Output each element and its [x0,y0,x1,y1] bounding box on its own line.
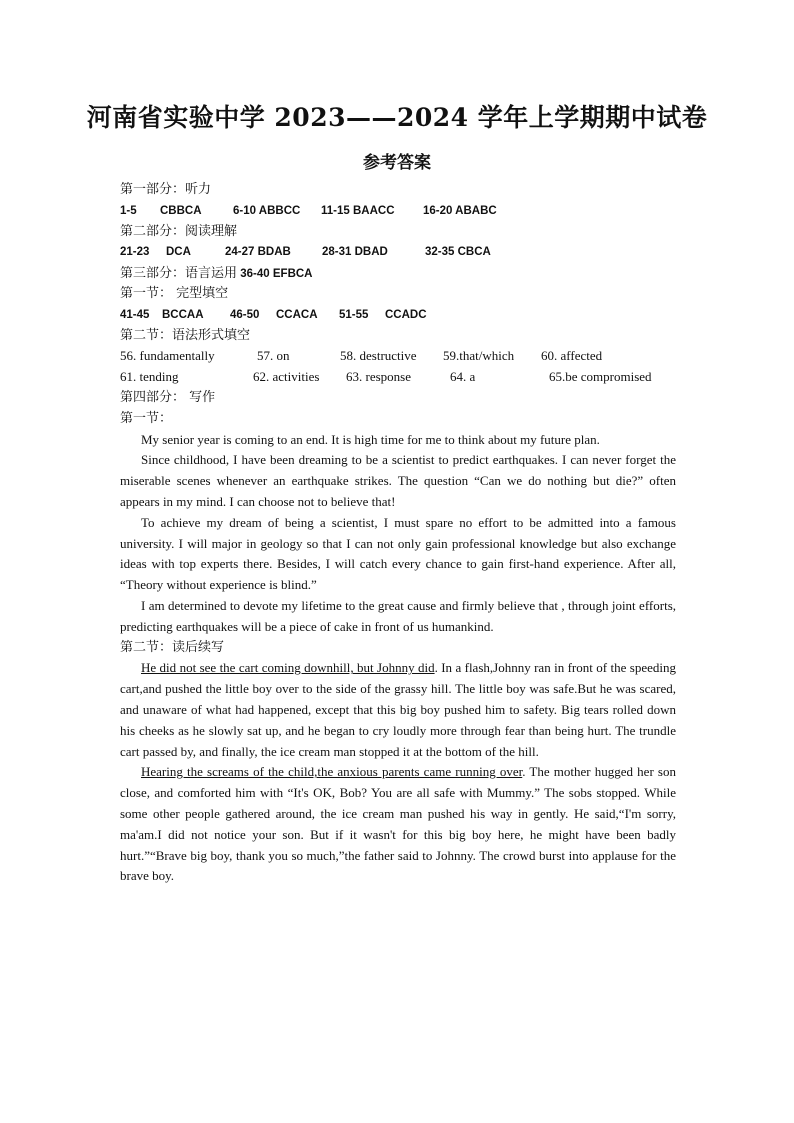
answer-group: 6-10 ABBCC [233,204,301,217]
page-title: 河南省实验中学 2023——2024 学年上学期期中试卷 [86,103,708,132]
part3-heading-line [120,263,676,284]
answer-group: 28-31 DBAD [322,246,388,259]
answer-group: 16-20 ABABC [423,204,497,217]
story-text: . In a flash,Johnny ran in front of the speeding cart,and pushed the little boy over to the side of the grassy hill. The little boy was safe.But he was scared, and unaware of what had happened, except that this big boy pushed him to safety. Big tears rolled down his cheeks as he slowly sat up, and he began to cry loudly more through fear than being hurt. The trundle cart passed by, and finally, the ice cream man stopped it at the bottom of the hill. [120,660,676,759]
page-subtitle: 参考答案 [363,153,431,173]
answer-letters: CCACA [276,308,318,321]
story-lead-sentence: Hearing the screams of the child,the anxious parents came running over [141,764,523,780]
grammar-answers-row2 [120,367,676,388]
part4-heading: 第四部分： 写作 [120,389,216,405]
answer-group: 32-35 CBCA [425,246,491,259]
part3-section2-heading: 第二节：语法形式填空 [120,327,251,343]
grammar-answer: 63. response [346,369,411,385]
essay-paragraph: My senior year is coming to an end. It is high time for me to think about my future plan. [141,431,600,447]
answer-group: 24-27 BDAB [225,246,291,259]
story-paragraph [120,658,676,762]
part4-section1-heading: 第一节： [120,410,173,426]
grammar-answer: 65.be compromised [549,369,652,385]
essay-paragraph: I am determined to devote my lifetime to the great cause and firmly believe that , through joint efforts, predicting earthquakes will be a piece of cake in front of us humankind. [120,597,676,634]
essay-paragraph: To achieve my dream of being a scientist, I must spare no effort to be admitted into a famous university. I will major in geology so that I can not only gain professional knowledge but also exchange ideas with top experts there. Besides, I will catch every chance to gain first-hand experience. After all, “Theory without experience is blind.” [120,514,676,593]
answer-group: 11-15 BAACC [321,204,395,217]
part1-heading: 第一部分：听力 [120,182,212,197]
part2-answers [120,242,676,263]
part3-section1-heading: 第一节： 完型填空 [120,285,229,301]
grammar-answer: 58. destructive [340,348,417,364]
answer-letters: DCA [166,246,191,259]
answer-range: 1-5 [120,204,137,217]
grammar-answer: 56. fundamentally [120,348,215,364]
part2-heading: 第二部分：阅读理解 [120,223,238,239]
part1-answers [120,201,676,222]
grammar-answer: 59.that/which [443,348,515,364]
grammar-answer: 64. a [450,369,476,385]
story-lead-sentence: He did not see the cart coming downhill, but Johnny did [141,660,435,676]
answer-key-body [120,180,676,887]
part3-heading-answer: 36-40 EFBCA [240,268,313,281]
story-paragraph [120,762,676,887]
story-text: . The mother hugged her son close, and comforted him with “It's OK, Bob? You are all safe with Mummy.” The sobs stopped. While some other people gathered around, the ice cream man pushed his way in gently. He said,“I'm sorry, ma'am.I did not notice your son. But if it wasn't for this big boy here, he might have been badly hurt.”“Brave big boy, thank you so much,”the father said to Johnny. The crowd burst into applause for the brave boy. [120,764,676,884]
grammar-answer: 61. tending [120,369,179,385]
essay-paragraph: Since childhood, I have been dreaming to be a scientist to predict earthquakes. I can never forget the miserable scenes whenever an earthquake strikes. The question “Can we do nothing but die?” often appears in my mind. I can choose not to believe that! [120,452,676,509]
answer-range: 41-45 [120,308,150,321]
answer-range: 21-23 [120,246,150,259]
part3-heading: 第三部分：语言运用 [120,266,238,282]
answer-letters: CCADC [385,308,427,321]
part4-section2-heading: 第二节：读后续写 [120,639,225,655]
part3-section1-answers [120,305,676,326]
grammar-answer: 57. on [257,348,290,364]
grammar-answer: 60. affected [541,348,603,364]
grammar-answers-row1 [120,346,676,367]
answer-range: 46-50 [230,308,260,321]
answer-letters: CBBCA [160,204,202,217]
answer-range: 51-55 [339,308,369,321]
grammar-answer: 62. activities [253,369,320,385]
answer-letters: BCCAA [162,308,204,321]
